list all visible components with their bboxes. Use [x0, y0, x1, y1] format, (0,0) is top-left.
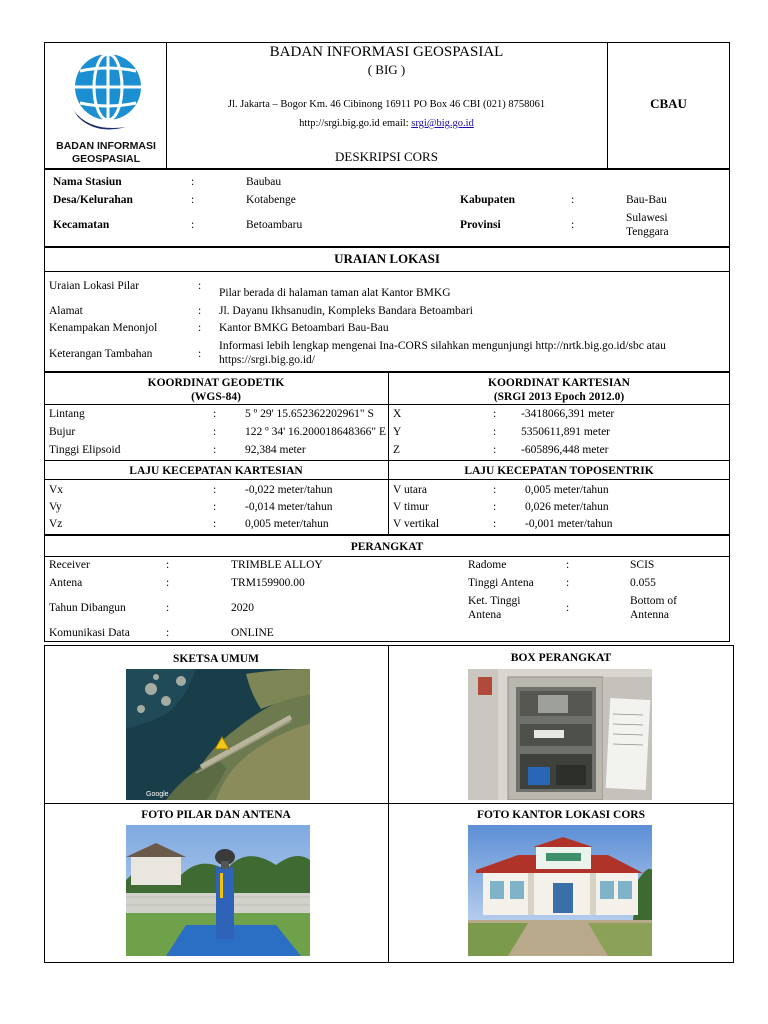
tambahan-value-1: Informasi lebih lengkap mengenai Ina-CORS silahkan mengunjungi http://nrtk.big.go.id/sbc atau	[219, 340, 666, 352]
koordinat-title-rule	[44, 404, 730, 405]
lintang-sep: :	[213, 408, 217, 420]
pilar-antena-image	[126, 825, 310, 956]
doc-title: DESKRIPSI CORS	[335, 149, 438, 164]
geodetik-title-2: (WGS-84)	[191, 391, 241, 403]
big-logo	[56, 45, 154, 135]
ket-tinggi-value-1: Bottom of	[630, 595, 677, 607]
v-vertikal-value: -0,001 meter/tahun	[525, 518, 613, 530]
tinggi-antena-sep: :	[566, 577, 570, 589]
menonjol-sep: :	[198, 322, 202, 334]
ket-tinggi-sep: :	[566, 602, 570, 614]
org-web-email	[166, 117, 607, 130]
antena-value: TRM159900.00	[231, 577, 305, 589]
tinggi-elipsoid-label: Tinggi Elipsoid	[49, 444, 121, 456]
receiver-sep: :	[166, 559, 170, 571]
alamat-sep: :	[198, 305, 202, 317]
web-text: http://srgi.big.go.id email:	[299, 118, 412, 129]
perangkat-title-rule	[44, 556, 730, 557]
kantor-cors-image	[468, 825, 652, 956]
vz-label: Vz	[49, 518, 63, 530]
x-sep: :	[493, 408, 497, 420]
laju-kartesian-title: LAJU KECEPATAN KARTESIAN	[129, 465, 303, 477]
z-sep: :	[493, 444, 497, 456]
org-address: Jl. Jakarta – Bogor Km. 46 Cibinong 16911 PO Box 46 CBI (021) 8758061	[227, 99, 546, 110]
vx-label: Vx	[49, 484, 64, 496]
org-name: BADAN INFORMASI GEOSPASIAL	[269, 44, 504, 60]
kartesian-title-2: (SRGI 2013 Epoch 2012.0)	[493, 391, 625, 403]
komunikasi-label: Komunikasi Data	[49, 627, 130, 639]
tahun-sep: :	[166, 602, 170, 614]
nama-value: Baubau	[246, 176, 282, 188]
tambahan-value-2: https://srgi.big.go.id/	[219, 354, 315, 366]
provinsi-value-1: Sulawesi	[626, 212, 668, 224]
vz-value: 0,005 meter/tahun	[245, 518, 329, 530]
nama-label: Nama Stasiun	[53, 176, 122, 188]
pilar-label: Uraian Lokasi Pilar	[49, 280, 140, 292]
org-abbr: ( BIG )	[367, 62, 406, 77]
perangkat-title: PERANGKAT	[350, 541, 424, 553]
tambahan-sep: :	[198, 348, 202, 360]
x-label: X	[393, 408, 402, 420]
v-vertikal-sep: :	[493, 518, 497, 530]
photos-divider-h	[44, 803, 734, 804]
lintang-label: Lintang	[49, 408, 85, 420]
bujur-label: Bujur	[49, 426, 76, 438]
globe-logo-icon	[56, 45, 154, 135]
z-value: -605896,448 meter	[521, 444, 609, 456]
y-label: Y	[393, 426, 402, 438]
tambahan-label: Keterangan Tambahan	[49, 348, 153, 360]
tahun-label: Tahun Dibangun	[49, 602, 126, 614]
nama-sep: :	[191, 176, 195, 188]
email-link[interactable]: srgi@big.go.id	[411, 118, 474, 129]
provinsi-sep: :	[571, 219, 575, 231]
vy-value: -0,014 meter/tahun	[245, 501, 333, 513]
tinggi-elipsoid-value: 92,384 meter	[245, 444, 306, 456]
lokasi-title: URAIAN LOKASI	[334, 251, 440, 266]
sketsa-title: SKETSA UMUM	[173, 653, 259, 665]
radome-sep: :	[566, 559, 570, 571]
v-timur-label: V timur	[393, 501, 429, 513]
vx-value: -0,022 meter/tahun	[245, 484, 333, 496]
vx-sep: :	[213, 484, 217, 496]
v-utara-label: V utara	[393, 484, 427, 496]
desa-label: Desa/Kelurahan	[53, 194, 133, 206]
photos-divider-v	[388, 645, 389, 963]
vy-sep: :	[213, 501, 217, 513]
vz-sep: :	[213, 518, 217, 530]
bujur-value: 122 º 34' 16.200018648366" E	[245, 426, 386, 438]
laju-title-rule-top	[44, 460, 730, 461]
box-title: BOX PERANGKAT	[510, 652, 612, 664]
tinggi-antena-value: 0.055	[630, 577, 656, 589]
tinggi-antena-label: Tinggi Antena	[468, 577, 534, 589]
v-vertikal-label: V vertikal	[393, 518, 440, 530]
station-code: CBAU	[650, 96, 687, 111]
menonjol-label: Kenampakan Menonjol	[49, 322, 158, 334]
ket-tinggi-label-2: Antena	[468, 609, 502, 621]
x-value: -3418066,391 meter	[521, 408, 615, 420]
pilar-value: Pilar berada di halaman taman alat Kantor BMKG	[219, 287, 451, 299]
vy-label: Vy	[49, 501, 62, 513]
lokasi-title-rule	[44, 271, 730, 272]
pilar-photo-title: FOTO PILAR DAN ANTENA	[141, 809, 291, 821]
provinsi-value-2: Tenggara	[626, 226, 669, 238]
kabupaten-value: Bau-Bau	[626, 194, 667, 206]
alamat-label: Alamat	[49, 305, 83, 317]
y-value: 5350611,891 meter	[521, 426, 611, 438]
laju-title-rule	[44, 479, 730, 480]
ket-tinggi-label-1: Ket. Tinggi	[468, 595, 521, 607]
kecamatan-value: Betoambaru	[246, 219, 303, 231]
komunikasi-sep: :	[166, 627, 170, 639]
antena-label: Antena	[49, 577, 83, 589]
antena-sep: :	[166, 577, 170, 589]
desa-value: Kotabenge	[246, 194, 296, 206]
radome-label: Radome	[468, 559, 507, 571]
ket-tinggi-value-2: Antenna	[630, 609, 669, 621]
radome-value: SCIS	[630, 559, 655, 571]
sketsa-map-image	[126, 669, 310, 800]
kabupaten-sep: :	[571, 194, 575, 206]
receiver-label: Receiver	[49, 559, 90, 571]
pilar-sep: :	[198, 280, 202, 292]
desa-sep: :	[191, 194, 195, 206]
map-credit: Google	[146, 791, 169, 798]
kecamatan-label: Kecamatan	[53, 219, 110, 231]
receiver-value: TRIMBLE ALLOY	[231, 559, 323, 571]
laju-toposentrik-title: LAJU KECEPATAN TOPOSENTRIK	[464, 465, 654, 477]
bujur-sep: :	[213, 426, 217, 438]
z-label: Z	[393, 444, 401, 456]
y-sep: :	[493, 426, 497, 438]
v-timur-sep: :	[493, 501, 497, 513]
box-perangkat-image	[468, 669, 652, 800]
lintang-value: 5 º 29' 15.652362202961" S	[245, 408, 374, 420]
v-utara-sep: :	[493, 484, 497, 496]
logo-text: BADAN INFORMASI GEOSPASIAL	[56, 140, 156, 165]
komunikasi-value: ONLINE	[231, 627, 274, 639]
kantor-photo-title: FOTO KANTOR LOKASI CORS	[477, 809, 645, 821]
provinsi-label: Provinsi	[460, 219, 501, 231]
kartesian-title-1: KOORDINAT KARTESIAN	[488, 377, 630, 389]
v-utara-value: 0,005 meter/tahun	[525, 484, 609, 496]
v-timur-value: 0,026 meter/tahun	[525, 501, 609, 513]
kabupaten-label: Kabupaten	[460, 194, 515, 206]
tahun-value: 2020	[231, 602, 254, 614]
tinggi-elipsoid-sep: :	[213, 444, 217, 456]
alamat-value: Jl. Dayanu Ikhsanudin, Kompleks Bandara Betoambari	[219, 305, 473, 317]
menonjol-value: Kantor BMKG Betoambari Bau-Bau	[219, 322, 389, 334]
kecamatan-sep: :	[191, 219, 195, 231]
geodetik-title-1: KOORDINAT GEODETIK	[147, 377, 285, 389]
